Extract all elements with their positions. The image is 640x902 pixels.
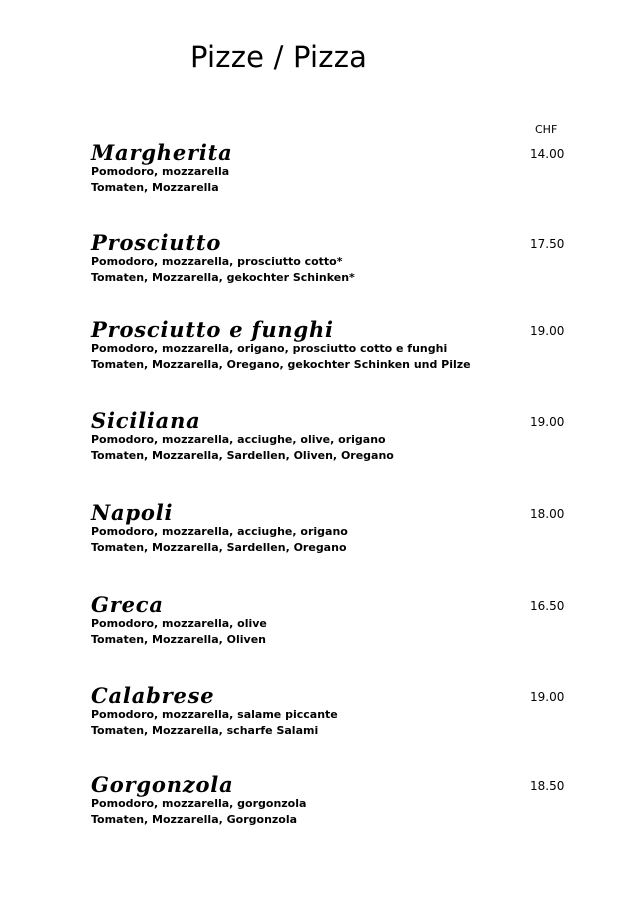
item-description-german: Tomaten, Mozzarella <box>91 181 219 194</box>
item-price: 19.00 <box>530 324 565 338</box>
item-price: 16.50 <box>530 599 565 613</box>
item-price: 18.00 <box>530 507 565 521</box>
item-description-german: Tomaten, Mozzarella, Sardellen, Oregano <box>91 541 347 554</box>
item-description-german: Tomaten, Mozzarella, gekochter Schinken* <box>91 271 355 284</box>
menu-item-gorgonzola <box>91 773 571 843</box>
item-description-german: Tomaten, Mozzarella, Sardellen, Oliven, Oregano <box>91 449 394 462</box>
item-description-italian: Pomodoro, mozzarella, acciughe, origano <box>91 525 348 538</box>
item-name: Calabrese <box>91 683 215 708</box>
item-name: Gorgonzola <box>91 772 234 797</box>
item-name: Napoli <box>91 500 174 525</box>
item-description-italian: Pomodoro, mozzarella, gorgonzola <box>91 797 307 810</box>
item-name: Greca <box>91 592 164 617</box>
item-price: 17.50 <box>530 237 565 251</box>
currency-label: CHF <box>535 123 558 136</box>
item-description-italian: Pomodoro, mozzarella, salame piccante <box>91 708 338 721</box>
page-title: Pizze / Pizza <box>190 40 368 74</box>
item-price: 19.00 <box>530 690 565 704</box>
item-description-german: Tomaten, Mozzarella, Gorgonzola <box>91 813 298 826</box>
item-description-italian: Pomodoro, mozzarella, prosciutto cotto* <box>91 255 343 268</box>
menu-item-siciliana <box>91 409 571 479</box>
menu-item-prosciutto-e-funghi <box>91 318 571 388</box>
item-description-german: Tomaten, Mozzarella, Oliven <box>91 633 266 646</box>
item-description-italian: Pomodoro, mozzarella <box>91 165 230 178</box>
menu-item-greca <box>91 593 571 663</box>
item-description-italian: Pomodoro, mozzarella, origano, prosciutto cotto e funghi <box>91 342 448 355</box>
item-description-german: Tomaten, Mozzarella, scharfe Salami <box>91 724 319 737</box>
item-name: Prosciutto <box>91 230 222 255</box>
item-description-german: Tomaten, Mozzarella, Oregano, gekochter Schinken und Pilze <box>91 358 471 371</box>
item-price: 19.00 <box>530 415 565 429</box>
item-name: Siciliana <box>91 408 201 433</box>
item-description-italian: Pomodoro, mozzarella, olive <box>91 617 267 630</box>
item-name: Prosciutto e funghi <box>91 317 334 342</box>
menu-item-napoli <box>91 501 571 571</box>
menu-item-calabrese <box>91 684 571 754</box>
item-price: 18.50 <box>530 779 565 793</box>
item-price: 14.00 <box>530 147 565 161</box>
item-name: Margherita <box>91 140 233 165</box>
menu-item-prosciutto <box>91 231 571 301</box>
menu-item-margherita <box>91 141 571 211</box>
item-description-italian: Pomodoro, mozzarella, acciughe, olive, origano <box>91 433 386 446</box>
